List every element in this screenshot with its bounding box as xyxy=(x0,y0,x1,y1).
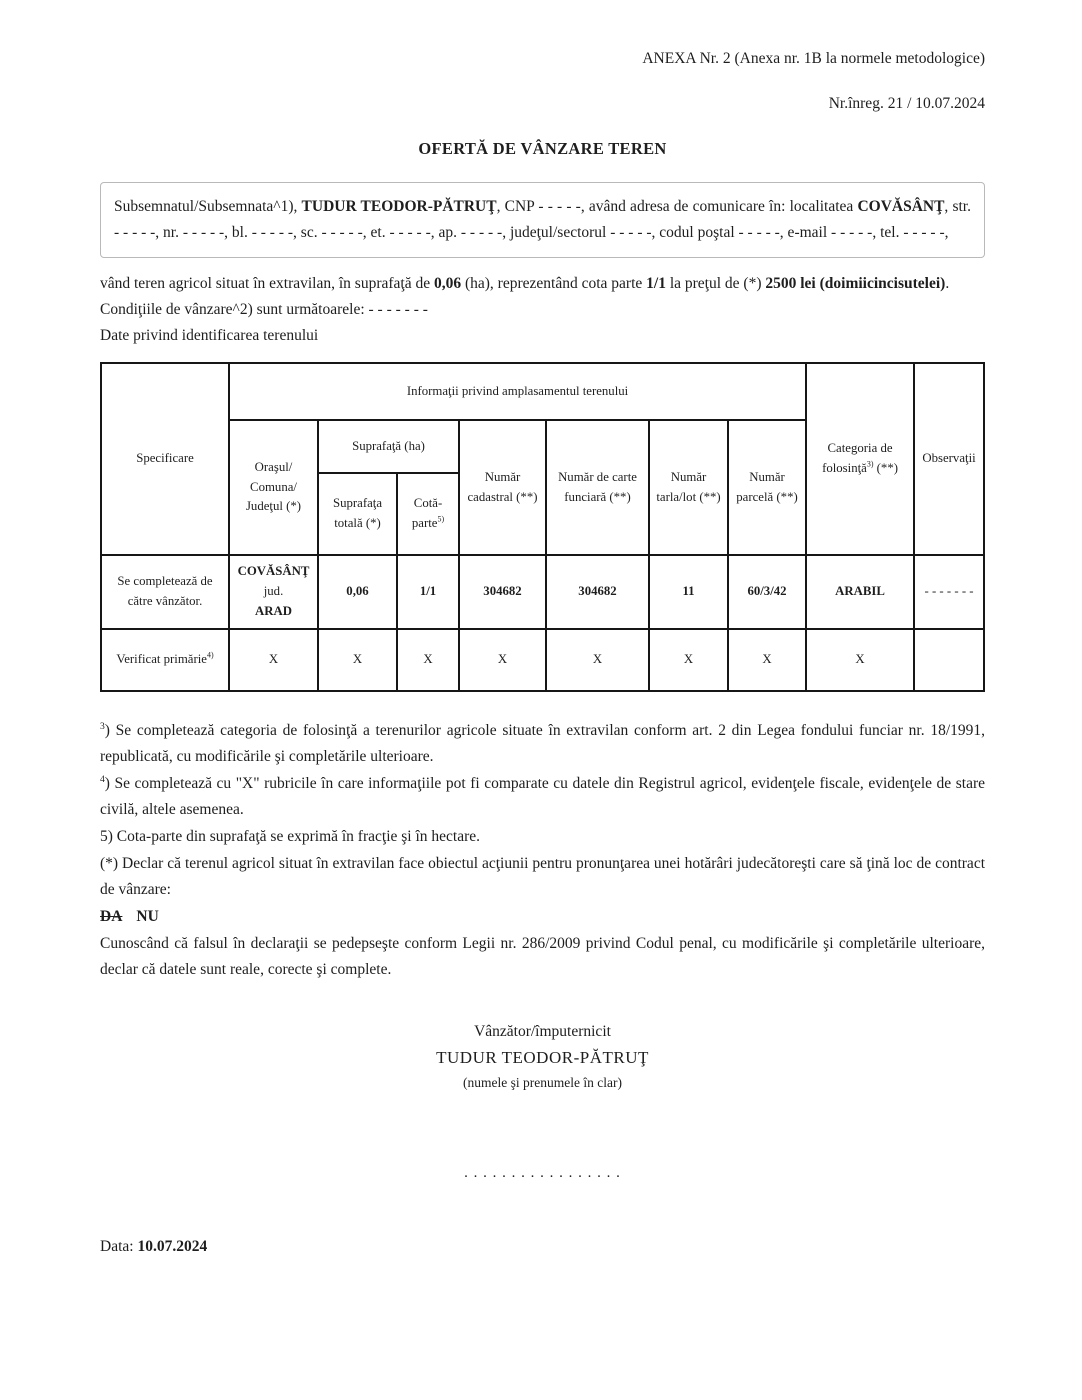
annex-reference: ANEXA Nr. 2 (Anexa nr. 1B la normele metodologice) xyxy=(642,50,985,67)
header-tarla-lot: Număr tarla/lot (**) xyxy=(649,420,728,555)
header-categoria-suffix: (**) xyxy=(873,461,898,475)
offer-paragraph xyxy=(100,271,985,297)
page-title: OFERTĂ DE VÂNZARE TEREN xyxy=(418,139,667,158)
header-parcela: Număr parcelă (**) xyxy=(728,420,806,555)
verify-mark-cell: X xyxy=(318,629,397,691)
verify-mark-cell: X xyxy=(806,629,914,691)
signature-dotted-line: . . . . . . . . . . . . . . . . . xyxy=(464,1165,621,1181)
da-nu-line xyxy=(100,904,985,930)
header-cota-parte-footnote-mark: 5) xyxy=(437,514,445,524)
seller-data-row xyxy=(101,555,984,629)
declarant-box xyxy=(100,182,985,258)
seller-tarla-cell: 11 xyxy=(649,555,728,629)
declarant-address-text: , str. - - - - -, nr. - - - - -, bl. - - - - -, sc. - - - - -, et. - - - - -, ap. - - - - -, judeţul/sectorul - - - - -, codul poştal - - - - -, e-mail - - - - -, tel. - - - - -, xyxy=(114,198,971,241)
seller-location-jud: jud. xyxy=(263,584,284,599)
court-declaration-text: (*) Declar că terenul agricol situat în extravilan face obiectul acţiunii pentru pronunţarea unei hotărâri judecătoreşti care să ţină loc de contract de vânzare: xyxy=(100,855,985,898)
seller-cadastral-cell: 304682 xyxy=(459,555,546,629)
land-identification-table xyxy=(100,362,985,692)
header-cota-parte xyxy=(397,473,459,555)
offer-text-5: . xyxy=(945,275,950,292)
document-date-line xyxy=(100,1238,985,1256)
nu-option: NU xyxy=(136,908,159,925)
footnote-3 xyxy=(100,718,985,770)
header-carte-funciara: Număr de carte funciară (**) xyxy=(546,420,649,555)
header-suprafata-ha: Suprafaţă (ha) xyxy=(318,420,459,473)
price-value: 2500 lei xyxy=(765,275,816,292)
verify-mark-cell: X xyxy=(546,629,649,691)
verify-mark-cell-empty xyxy=(914,629,984,691)
footnote-4 xyxy=(100,771,985,823)
declarant-cnp-text: , CNP - - - - -, având adresa de comunicare în: localitatea xyxy=(496,198,858,215)
seller-observations-cell: - - - - - - - xyxy=(914,555,984,629)
declarant-intro-text: Subsemnatul/Subsemnata^1), xyxy=(114,198,302,215)
signature-role: Vânzător/împuternicit xyxy=(474,1023,611,1040)
registration-number: Nr.înreg. 21 / 10.07.2024 xyxy=(828,95,985,112)
seller-location-locality: COVĂSÂNŢ xyxy=(237,564,310,579)
verify-label-text: Verificat primărie xyxy=(116,652,207,667)
seller-row-label: Se completează de către vânzător. xyxy=(101,555,229,629)
verify-mark-cell: X xyxy=(728,629,806,691)
header-observatii: Observaţii xyxy=(914,363,984,555)
seller-category-cell: ARABIL xyxy=(806,555,914,629)
header-info-span: Informaţii privind amplasamentul terenului xyxy=(229,363,806,420)
footnote-4-mark: 4 xyxy=(100,773,105,785)
seller-name: TUDUR TEODOR-PĂTRUŢ xyxy=(301,198,497,215)
seller-locality: COVĂSÂNŢ xyxy=(857,198,945,215)
land-area-value: 0,06 xyxy=(433,275,462,292)
header-cota-parte-text: Cotă-parte xyxy=(411,496,443,530)
date-label: Data: xyxy=(100,1238,138,1255)
ownership-share-value: 1/1 xyxy=(646,275,666,292)
penalty-declaration-text: Cunoscând că falsul în declaraţii se pedepseşte conform Legii nr. 286/2009 privind Codul penal, cu modificările şi completările ulterioare, declar că datele sunt reale, corecte şi complete. xyxy=(100,935,985,978)
seller-total-area-cell: 0,06 xyxy=(318,555,397,629)
verify-mark-cell: X xyxy=(229,629,318,691)
signature-block xyxy=(100,1019,985,1095)
header-categoria-folosinta xyxy=(806,363,914,555)
footnotes-section xyxy=(100,718,985,983)
signature-name: TUDUR TEODOR-PĂTRUŢ xyxy=(436,1048,649,1067)
land-identification-heading: Date privind identificarea terenului xyxy=(100,327,319,344)
verify-mark-cell: X xyxy=(649,629,728,691)
footnote-4-text: ) Se completează cu "X" rubricile în care informaţiile pot fi comparate cu datele din Registrul agricol, evidenţele fiscale, evidenţele de stare civilă, altele asemenea. xyxy=(100,775,985,818)
header-suprafata-totala: Suprafaţa totală (*) xyxy=(318,473,397,555)
offer-text-2: (ha), reprezentând cota parte xyxy=(461,275,647,292)
table-header-row-1 xyxy=(101,363,984,420)
verify-mark-cell: X xyxy=(397,629,459,691)
seller-location-county: ARAD xyxy=(255,603,292,618)
footnote-5: 5) Cota-parte din suprafaţă se exprimă în fracţie şi în hectare. xyxy=(100,828,481,845)
verify-mark-cell: X xyxy=(459,629,546,691)
sale-conditions-line: Condiţiile de vânzare^2) sunt următoarele: - - - - - - - xyxy=(100,301,428,318)
header-categoria-text: Categoria de folosinţă xyxy=(822,441,893,475)
footnote-3-text: ) Se completează categoria de folosinţă a terenurilor agricole situate în extravilan conform art. 2 din Legea fondului funciar nr. 18/1991, republicată, cu modificările şi completările ulterioare. xyxy=(100,722,985,765)
verify-label-footnote-mark: 4) xyxy=(207,650,214,660)
signature-hint: (numele şi prenumele în clar) xyxy=(463,1075,622,1090)
verify-row-label xyxy=(101,629,229,691)
offer-text-3: la preţul de (*) xyxy=(665,275,766,292)
seller-share-cell: 1/1 xyxy=(397,555,459,629)
header-specificare: Specificare xyxy=(101,363,229,555)
verify-row xyxy=(101,629,984,691)
header-numar-cadastral: Număr cadastral (**) xyxy=(459,420,546,555)
footnote-3-mark: 3 xyxy=(100,720,105,732)
date-value: 10.07.2024 xyxy=(137,1238,208,1255)
seller-parcel-cell: 60/3/42 xyxy=(728,555,806,629)
price-in-words: (doimiicincisutelei) xyxy=(819,275,946,292)
offer-text-1: vând teren agricol situat în extravilan, în suprafaţă de xyxy=(100,275,434,292)
seller-land-book-cell: 304682 xyxy=(546,555,649,629)
seller-location-cell xyxy=(229,555,318,629)
da-option-struck: DA xyxy=(100,908,123,925)
header-orasul-comuna-judetul: Oraşul/ Comuna/ Judeţul (*) xyxy=(229,420,318,555)
header-categoria-footnote-mark: 3) xyxy=(866,459,874,469)
